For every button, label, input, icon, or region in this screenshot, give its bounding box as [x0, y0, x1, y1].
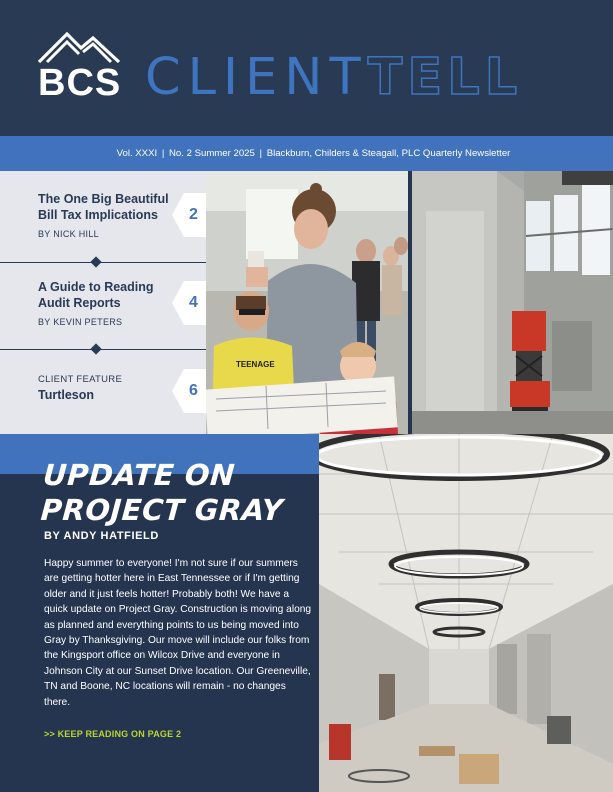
corridor-photo-illustration [319, 434, 613, 792]
ribbon-separator: | [161, 148, 165, 159]
issue-ribbon [0, 136, 613, 171]
toc-item-title: Turtleson [38, 388, 95, 402]
article-byline: BY ANDY HATFIELD [44, 530, 159, 542]
toc-page-number: 2 [189, 206, 198, 223]
article-heading: UPDATE ON PROJECT GRAY [39, 458, 285, 527]
article-body: Happy summer to everyone! I'm not sure if our summers are getting hotter here in East Tennessee or if I'm getting older and it just feels hotter! Probably both! We have a quick update on Project Gray. Construction is moving along as planned and everything points to us being moved into Gray by Thanksgiving. Our move will include our folks from the Kingsport office on Wilcox Drive and everyone in Johnson City at our Sunset Drive location. Our Greeneville, TN and Boone, NC locations will remain - no changes there. [44, 558, 312, 708]
mountain-logo-icon [37, 30, 121, 66]
feature-article [0, 434, 319, 792]
toc-page-number: 6 [189, 382, 198, 399]
title-tell: TELL [367, 48, 523, 107]
toc-item-audit[interactable] [0, 263, 206, 350]
firm-label: Blackburn, Childers & Steagall, PLC Quarterly Newsletter [266, 148, 511, 159]
toc-item-title: A Guide to Reading Audit Reports [38, 280, 154, 310]
newsletter-title [145, 48, 522, 108]
toc-page-number: 4 [189, 294, 198, 311]
title-client: CLIENT [145, 48, 368, 107]
toc-item-author: BY KEVIN PETERS [38, 317, 123, 327]
photo-corridor-lights [319, 434, 613, 792]
toc-item-client-feature[interactable] [0, 350, 206, 434]
toc-item-tax[interactable] [0, 171, 206, 263]
table-of-contents [0, 171, 206, 434]
toc-item-kicker: CLIENT FEATURE [38, 374, 123, 385]
shirt-text: TEENAGE [236, 360, 275, 369]
atrium-photo-illustration [412, 171, 613, 434]
photo-family-blueprint [206, 171, 408, 434]
toc-item-author: BY NICK HILL [38, 229, 99, 239]
photo-atrium-construction [412, 171, 613, 434]
volume-label: Vol. XXXI [116, 148, 158, 159]
keep-reading-link[interactable]: >> KEEP READING ON PAGE 2 [44, 729, 182, 739]
ribbon-separator: | [259, 148, 263, 159]
issue-label: No. 2 Summer 2025 [168, 148, 255, 159]
toc-item-title: The One Big Beautiful Bill Tax Implications [38, 192, 169, 222]
masthead [0, 0, 613, 136]
family-photo-illustration [206, 171, 408, 434]
logo-text: BCS [38, 62, 122, 104]
